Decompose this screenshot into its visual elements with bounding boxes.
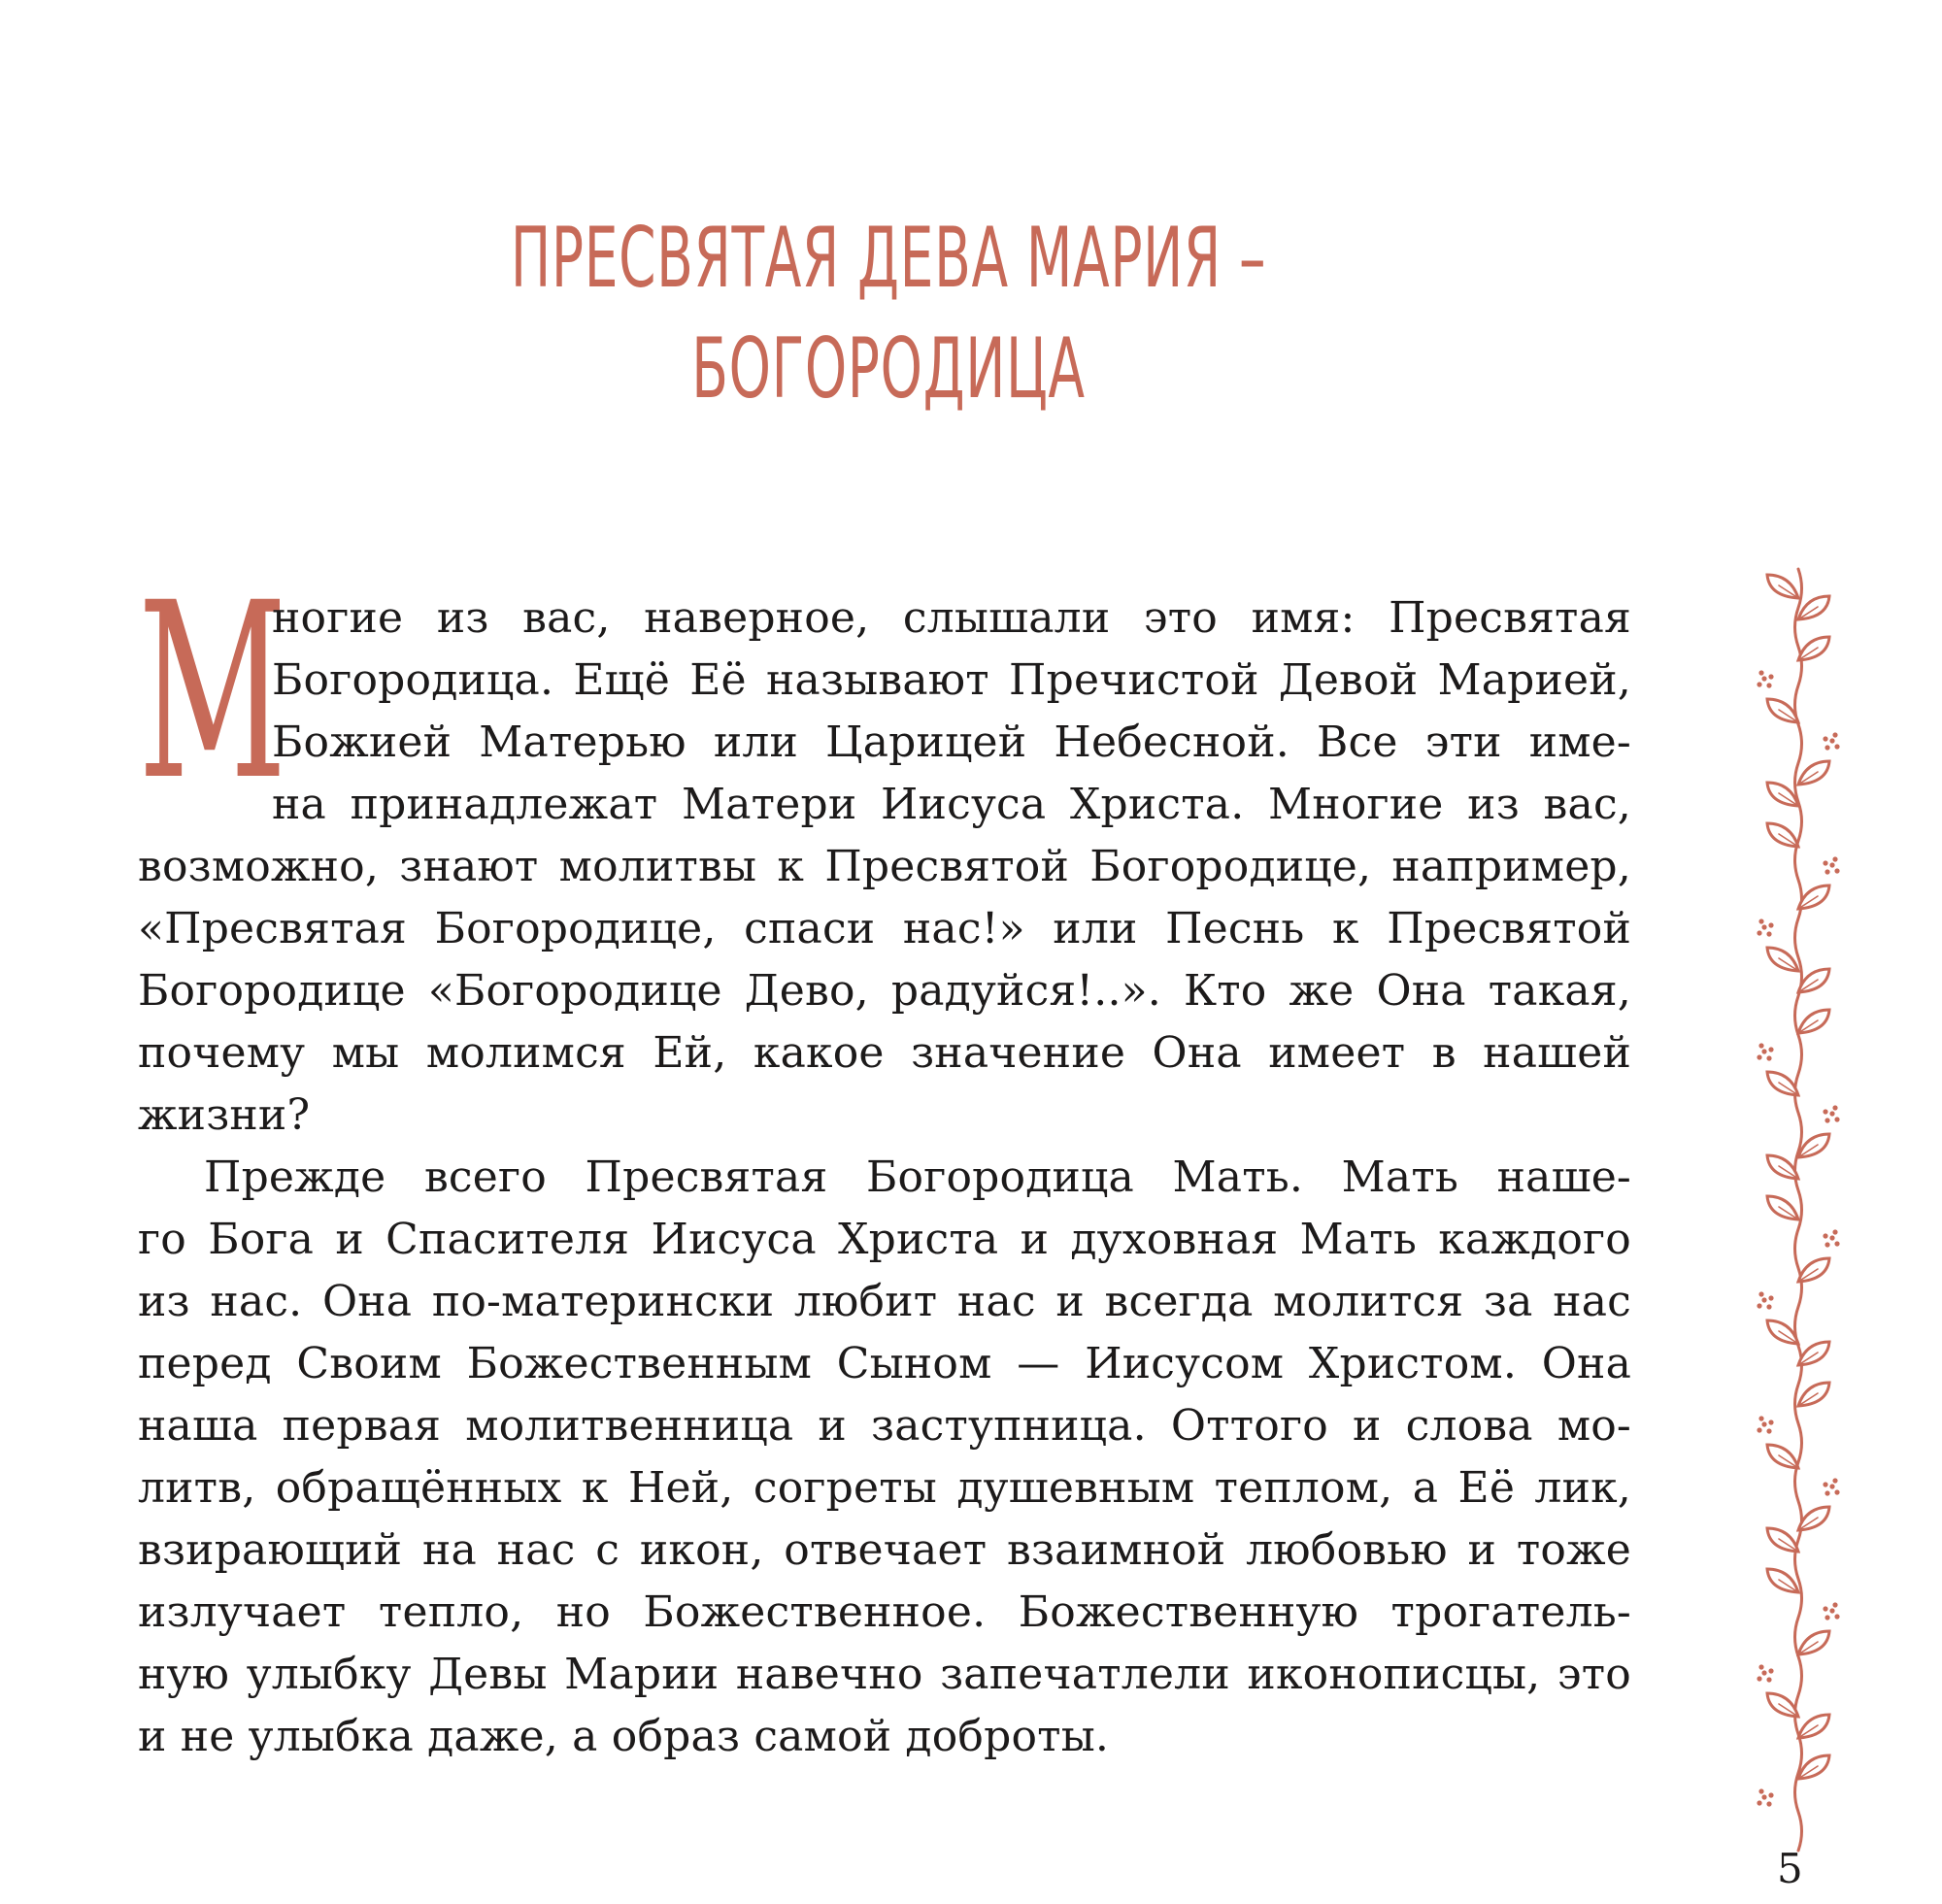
vine-berry-dot: [1766, 1801, 1771, 1806]
page-number: 5: [1777, 1845, 1803, 1892]
vine-berry-dot: [1829, 1608, 1834, 1613]
vine-berry-dot: [1832, 1602, 1837, 1607]
floral-vine-ornament: [1738, 550, 1864, 1860]
vine-berry-dot: [1758, 1788, 1763, 1793]
vine-berry-dot: [1761, 676, 1766, 681]
vine-berry-dot: [1768, 922, 1773, 927]
vine-berry-dot: [1829, 738, 1834, 743]
vine-berry-dot: [1832, 1478, 1837, 1483]
vine-berry-dot: [1825, 1242, 1829, 1247]
vine-berry-dot: [1757, 1054, 1761, 1059]
vine-berry-dot: [1766, 931, 1771, 936]
vine-berry-dot: [1832, 856, 1837, 861]
vine-berry-dot: [1825, 1615, 1829, 1620]
vine-berry-dot: [1766, 1055, 1771, 1060]
vine-berry-dot: [1823, 1606, 1827, 1611]
vine-berry-dot: [1758, 1416, 1763, 1420]
vine-berry-dot: [1825, 869, 1829, 874]
vine-berry-dot: [1823, 1233, 1827, 1238]
vine-berry-dot: [1766, 1304, 1771, 1309]
text-line: Богородица. Ещё Её называют Пречистой Девой Марией,: [272, 655, 1631, 705]
vine-berry-dot: [1823, 736, 1827, 741]
vine-berry-dot: [1834, 1614, 1839, 1619]
text-line: и не улыбка даже, а образ самой доброты.: [138, 1712, 1110, 1761]
vine-berry-dot: [1768, 1047, 1773, 1052]
vine-berry-dot: [1757, 1800, 1761, 1805]
text-line: излучает тепло, но Божественное. Божественную трогатель-: [138, 1587, 1631, 1637]
text-line: го Бога и Спасителя Иисуса Христа и духовная Мать каждого: [138, 1215, 1631, 1264]
text-line: на принадлежат Матери Иисуса Христа. Многие из вас,: [272, 780, 1631, 829]
vine-berry-dot: [1834, 1489, 1839, 1494]
vine-berry-dot: [1768, 1295, 1773, 1300]
vine-berry-dot: [1823, 1482, 1827, 1486]
vine-stem: [1795, 569, 1802, 1851]
vine-berry-dot: [1768, 1792, 1773, 1797]
text-line: из нас. Она по-матерински любит нас и всегда молится за нас: [138, 1277, 1631, 1326]
text-line: литв, обращённых к Ней, согреты душевным теплом, а Её лик,: [138, 1463, 1631, 1513]
text-line: наша первая молитвенница и заступница. Оттого и слова мо-: [138, 1401, 1631, 1451]
vine-berry-dot: [1823, 860, 1827, 865]
vine-berry-dot: [1766, 1428, 1771, 1433]
vine-berry-dot: [1829, 1235, 1834, 1240]
vine-berry-dot: [1766, 1677, 1771, 1682]
vine-berry-dot: [1757, 1676, 1761, 1681]
vine-berry-dot: [1757, 930, 1761, 935]
vine-berry-dot: [1832, 1105, 1837, 1110]
vine-berry-dot: [1761, 1794, 1766, 1799]
vine-berry-dot: [1829, 1111, 1834, 1116]
text-line: возможно, знают молитвы к Пресвятой Богородице, например,: [138, 842, 1631, 891]
vine-berry-dot: [1758, 1043, 1763, 1048]
chapter-title-line-2: БОГОРОДИЦА: [691, 320, 1086, 418]
vine-berry-dot: [1834, 868, 1839, 873]
text-line: взирающий на нас с икон, отвечает взаимной любовью и тоже: [138, 1525, 1631, 1575]
vine-berry-dot: [1834, 1241, 1839, 1246]
vine-berry-dot: [1834, 1117, 1839, 1121]
vine-berry-dot: [1768, 1668, 1773, 1673]
text-line: перед Своим Божественным Сыном — Иисусом Христом. Она: [138, 1339, 1631, 1388]
vine-berry-dot: [1758, 1291, 1763, 1296]
vine-berry-dot: [1829, 862, 1834, 867]
vine-berry-dot: [1825, 745, 1829, 750]
text-line: Богородице «Богородице Дево, радуйся!..». Кто же Она такая,: [138, 966, 1631, 1016]
vine-berry-dot: [1758, 919, 1763, 923]
text-line: ногие из вас, наверное, слышали это имя: Пресвятая: [272, 593, 1631, 643]
vine-berry-dot: [1768, 674, 1773, 679]
chapter-title: [319, 203, 1456, 424]
vine-berry-dot: [1761, 1670, 1766, 1675]
vine-berry-dot: [1757, 1427, 1761, 1432]
vine-berry-dot: [1757, 682, 1761, 686]
vine-berry-dot: [1768, 1420, 1773, 1424]
vine-berry-dot: [1823, 1109, 1827, 1114]
vine-berry-dot: [1832, 1229, 1837, 1234]
text-line: жизни?: [138, 1090, 311, 1140]
vine-berry-dot: [1761, 1297, 1766, 1302]
vine-berry-dot: [1766, 683, 1771, 687]
vine-berry-dot: [1758, 670, 1763, 675]
vine-berry-dot: [1761, 1049, 1766, 1053]
vine-berry-dot: [1825, 1490, 1829, 1495]
vine-berry-dot: [1834, 744, 1839, 749]
text-line: ную улыбку Девы Марии навечно запечатлели иконописцы, это: [138, 1650, 1631, 1699]
text-line: Прежде всего Пресвятая Богородица Мать. Мать наше-: [204, 1152, 1631, 1202]
vine-berry-dot: [1825, 1118, 1829, 1122]
text-line: «Пресвятая Богородице, спаси нас!» или Песнь к Пресвятой: [138, 904, 1631, 953]
vine-berry-dot: [1761, 924, 1766, 929]
vine-berry-dot: [1832, 732, 1837, 737]
vine-berry-dot: [1761, 1421, 1766, 1426]
vine-berry-dot: [1829, 1484, 1834, 1488]
chapter-title-line-1: ПРЕСВЯТАЯ ДЕВА МАРИЯ –: [510, 210, 1267, 308]
text-line: Божией Матерью или Царицей Небесной. Все эти име-: [272, 718, 1631, 767]
drop-cap-letter: М: [138, 551, 287, 833]
text-line: почему мы молимся Ей, какое значение Она имеет в нашей: [138, 1028, 1631, 1078]
vine-berry-dot: [1758, 1664, 1763, 1669]
vine-berry-dot: [1757, 1303, 1761, 1308]
